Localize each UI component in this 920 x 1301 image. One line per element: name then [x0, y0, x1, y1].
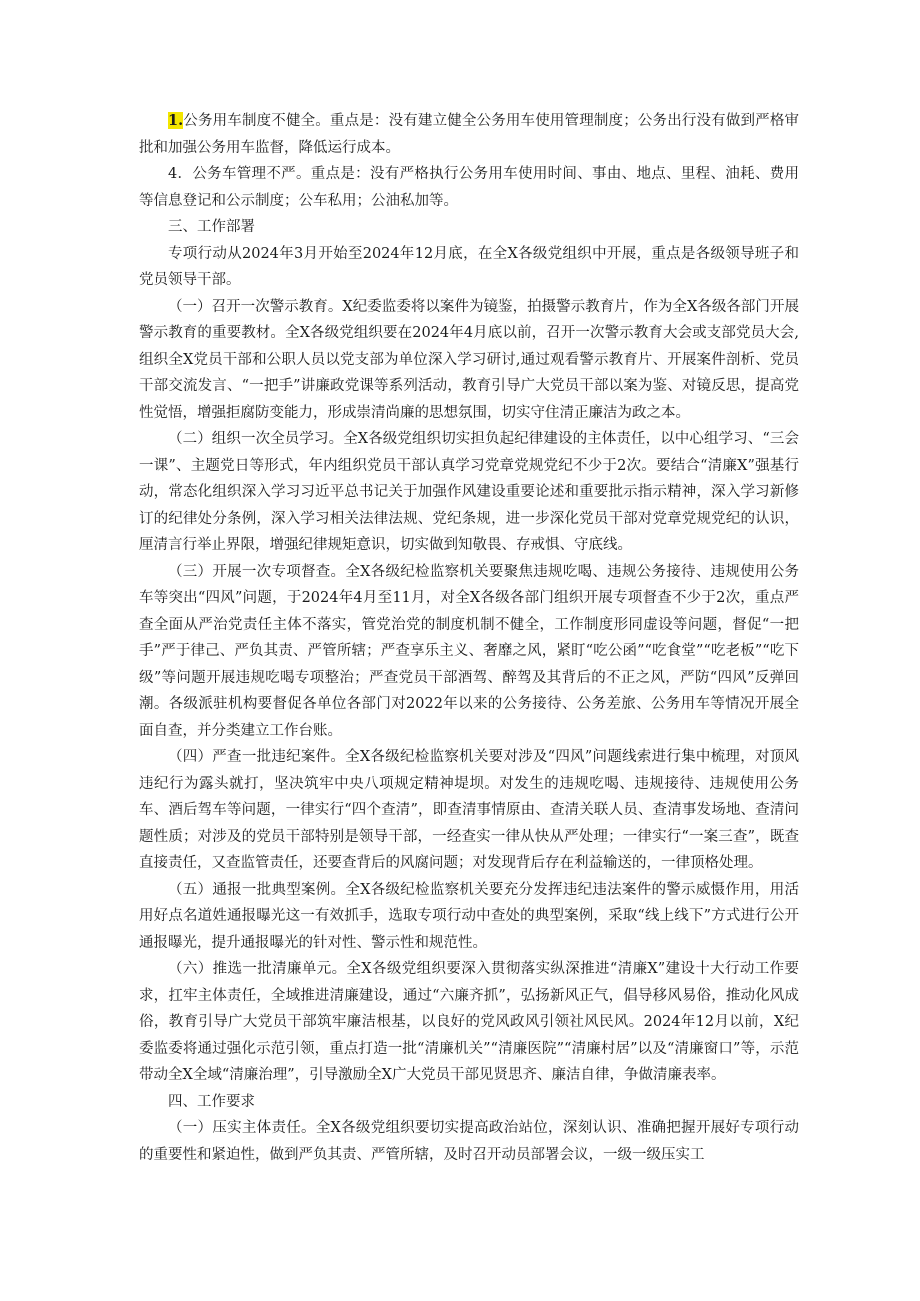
section-3-paragraph-1: （一）召开一次警示教育。X纪委监委将以案件为镜鉴，拍摄警示教育片，作为全X各级各部门开展警示教育的重要教材。全X各级党组织要在2024年4月底以前，召开一次警示教育大会或支部党员大会,组织全X党员干部和公职人员以党支部为单位深入学习研讨,通过观看警示教育片、开展案件剖析、党员干部交流发言、“一把手”讲廉政党课等系列活动，教育引导广大党员干部以案为鉴、对镜反思，提高党性觉悟，增强拒腐防变能力，形成崇清尚廉的思想氛围，切实守住清正廉洁为政之本。	[139, 298, 799, 421]
section-3-intro: 专项行动从2024年3月开始至2024年12月底，在全X各级党组织中开展，重点是各级领导班子和党员领导干部。	[139, 245, 799, 288]
section-3-heading: 三、工作部署	[168, 219, 255, 235]
item-1	[139, 108, 799, 161]
section-4-heading: 四、工作要求	[168, 1093, 255, 1110]
section-3-paragraph-5: （五）通报一批典型案例。全X各级纪检监察机关要充分发挥违纪违法案件的警示威慑作用，用活用好点名道姓通报曝光这一有效抓手，选取专项行动中查处的典型案例，采取“线上线下”方式进行公开通报曝光，提升通报曝光的针对性、警示性和规范性。	[139, 881, 799, 951]
section-4-paragraph-1: （一）压实主体责任。全X各级党组织要切实提高政治站位，深刻认识、准确把握开展好专项行动的重要性和紧迫性，做到严负其责、严管所辖，及时召开动员部署会议，一级一级压实工	[139, 1120, 799, 1163]
section-3-paragraph-3: （三）开展一次专项督查。全X各级纪检监察机关要聚焦违规吃喝、违规公务接待、违规使用公务车等突出“四风”问题，于2024年4月至11月，对全X各级各部门组织开展专项督查不少于2次，重点严查全面从严治党责任主体不落实，管党治党的制度机制不健全，工作制度形同虚设等问题，督促“一把手”严于律己、严负其责、严管所辖；严查享乐主义、奢靡之风，紧盯“吃公函”“吃食堂”“吃老板”“吃下级”等问题开展违规吃喝专项整治；严查党员干部酒驾、醉驾及其背后的不正之风，严防“四风”反弹回潮。各级派驻机构要督促各单位各部门对2022年以来的公务接待、公务差旅、公务用车等情况开展全面自查，并分类建立工作台账。	[139, 563, 799, 739]
section-3-paragraph-6: （六）推选一批清廉单元。全X各级党组织要深入贯彻落实纵深推进“清廉X”建设十大行动工作要求，扛牢主体责任，全域推进清廉建设，通过“六廉齐抓”，弘扬新风正气，倡导移风易俗，推动化风成俗，教育引导广大党员干部筑牢廉洁根基，以良好的党风政风引领社风民风。2024年12月以前，X纪委监委将通过强化示范引领，重点打造一批“清廉机关”“清廉医院”“清廉村居”以及“清廉窗口”等，示范带动全X全域“清廉治理”，引导激励全X广大党员干部见贤思齐、廉洁自律，争做清廉表率。	[139, 961, 799, 1083]
item-1-number-highlight: 1.	[168, 112, 184, 129]
section-3-paragraph-2: （二）组织一次全员学习。全X各级党组织切实担负起纪律建设的主体责任，以中心组学习、“三会一课”、主题党日等形式，年内组织党员干部认真学习党章党规党纪不少于2次。要结合“清廉X”强基行动，常态化组织深入学习习近平总书记关于加强作风建设重要论述和重要批示指示精神，深入学习新修订的纪律处分条例，深入学习相关法律法规、党纪条规，进一步深化党员干部对党章党规党纪的认识，厘清言行举止界限，增强纪律规矩意识，切实做到知敬畏、存戒惧、守底线。	[139, 431, 799, 553]
item-1-text: 公务用车制度不健全。重点是：没有建立健全公务用车使用管理制度；公务出行没有做到严格审批和加强公务用车监督，降低运行成本。	[139, 113, 799, 156]
item-4: 4．公务车管理不严。重点是：没有严格执行公务用车使用时间、事由、地点、里程、油耗、费用等信息登记和公示制度；公车私用；公油私加等。	[139, 166, 799, 209]
document-body	[139, 108, 799, 1168]
section-3-paragraph-4: （四）严查一批违纪案件。全X各级纪检监察机关要对涉及“四风”问题线索进行集中梳理，对顶风违纪行为露头就打，坚决筑牢中央八项规定精神堤坝。对发生的违规吃喝、违规接待、违规使用公务车、酒后驾车等问题，一律实行“四个查清”，即查清事情原由、查清关联人员、查清事发场地、查清问题性质；对涉及的党员干部特别是领导干部，一经查实一律从快从严处理；一律实行“一案三查”，既查直接责任，又查监管责任，还要查背后的风腐问题；对发现背后存在利益输送的，一律顶格处理。	[139, 749, 799, 871]
